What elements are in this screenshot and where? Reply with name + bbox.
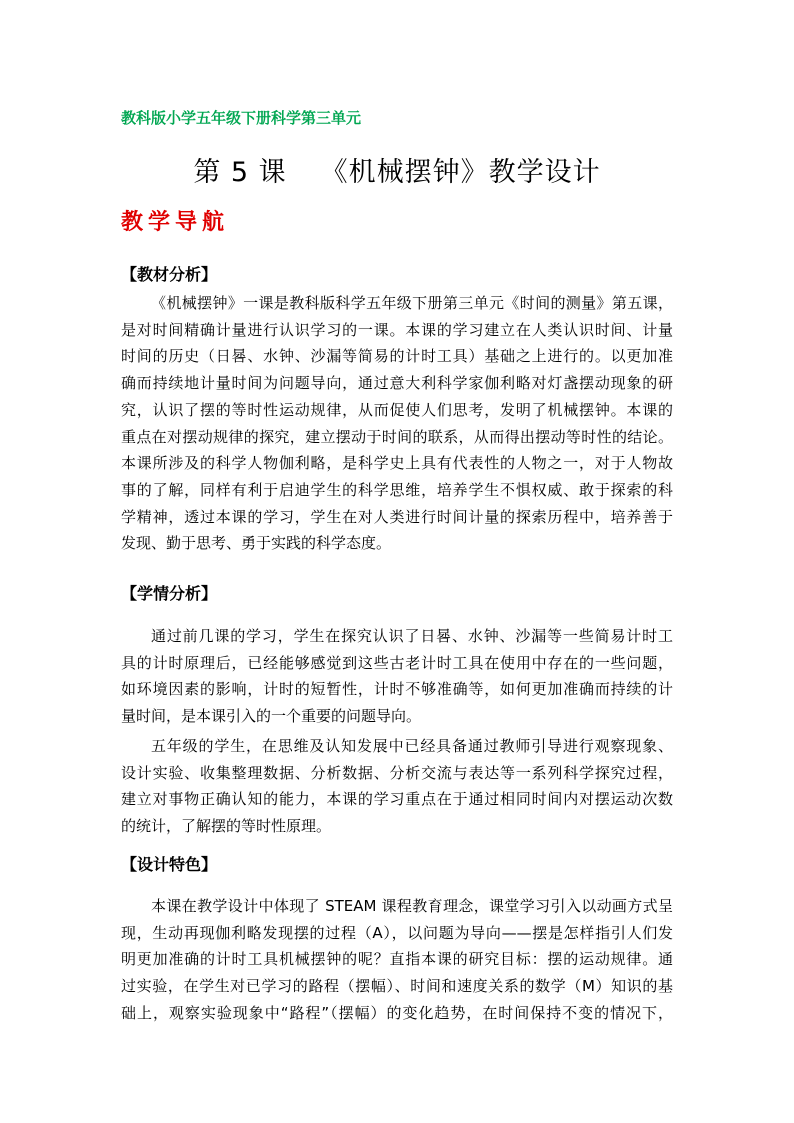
paragraph-line: 本课所涉及的科学人物伽利略，是科学史上具有代表性的人物之一，对于人物故 (121, 454, 673, 473)
student-analysis-paragraph-1 (121, 623, 673, 730)
unit-header: 教科版小学五年级下册科学第三单元 (121, 109, 362, 127)
section-heading-design-features: 【设计特色】 (121, 855, 218, 874)
textbook-analysis-paragraph (121, 290, 673, 557)
paragraph-line: 具的计时原理后，已经能够感觉到这些古老计时工具在使用中存在的一些问题， (121, 653, 673, 672)
paragraph-line: 学精神，透过本课的学习，学生在对人类进行时间计量的探索历程中，培养善于 (121, 507, 673, 526)
paragraph-line: 如环境因素的影响，计时的短暂性，计时不够准确等，如何更加准确而持续的计 (121, 680, 673, 699)
paragraph-line: 现，生动再现伽利略发现摆的过程（A），以问题为导向——摆是怎样指引人们发 (121, 923, 673, 942)
paragraph-line: 五年级的学生，在思维及认知发展中已经具备通过教师引导进行观察现象、 (151, 737, 673, 755)
lesson-number: 第 5 课 (193, 157, 287, 188)
paragraph-line: 设计实验、收集整理数据、分析数据、分析交流与表达等一系列科学探究过程， (121, 763, 673, 782)
lesson-title: 《机械摆钟》教学设计 (320, 157, 601, 188)
section-heading-textbook-analysis: 【教材分析】 (121, 265, 218, 284)
paragraph-line: 时间的历史（日晷、水钟、沙漏等简易的计时工具）基础之上进行的。以更加准 (121, 347, 673, 366)
design-features-paragraph (121, 893, 673, 1027)
paragraph-line: 础上，观察实验现象中“路程”（摆幅）的变化趋势，在时间保持不变的情况下， (121, 1003, 673, 1022)
paragraph-line: 发现、勤于思考、勇于实践的科学态度。 (121, 534, 392, 553)
page-title (0, 150, 794, 189)
paragraph-line: 确而持续地计量时间为问题导向，通过意大利科学家伽利略对灯盏摆动现象的研 (121, 374, 673, 393)
paragraph-line: 《机械摆钟》一课是教科版科学五年级下册第三单元《时间的测量》第五课， (151, 294, 673, 312)
paragraph-line: 是对时间精确计量进行认识学习的一课。本课的学习建立在人类认识时间、计量 (121, 320, 673, 339)
paragraph-line: 明更加准确的计时工具机械摆钟的呢？直指本课的研究目标：摆的运动规律。通 (121, 950, 673, 969)
paragraph-line: 重点在对摆动规律的探究，建立摆动于时间的联系，从而得出摆动等时性的结论。 (121, 427, 673, 446)
section-heading-student-analysis: 【学情分析】 (121, 584, 218, 603)
teaching-nav-heading: 教学导航 (121, 210, 230, 235)
paragraph-line: 的统计，了解摆的等时性原理。 (121, 817, 332, 836)
paragraph-line: 通过前几课的学习，学生在探究认识了日晷、水钟、沙漏等一些简易计时工 (151, 627, 673, 645)
paragraph-line: 究，认识了摆的等时性运动规律，从而促使人们思考，发明了机械摆钟。本课的 (121, 400, 673, 419)
paragraph-line: 建立对事物正确认知的能力，本课的学习重点在于通过相同时间内对摆运动次数 (121, 790, 673, 809)
paragraph-line: 量时间，是本课引入的一个重要的问题导向。 (121, 707, 422, 726)
paragraph-line: 事的了解，同样有利于启迪学生的科学思维，培养学生不惧权威、敢于探索的科 (121, 480, 673, 499)
paragraph-line: 本课在教学设计中体现了 STEAM 课程教育理念，课堂学习引入以动画方式呈 (151, 897, 673, 915)
paragraph-line: 过实验，在学生对已学习的路程（摆幅）、时间和速度关系的数学（M）知识的基 (121, 977, 673, 996)
student-analysis-paragraph-2 (121, 733, 673, 840)
